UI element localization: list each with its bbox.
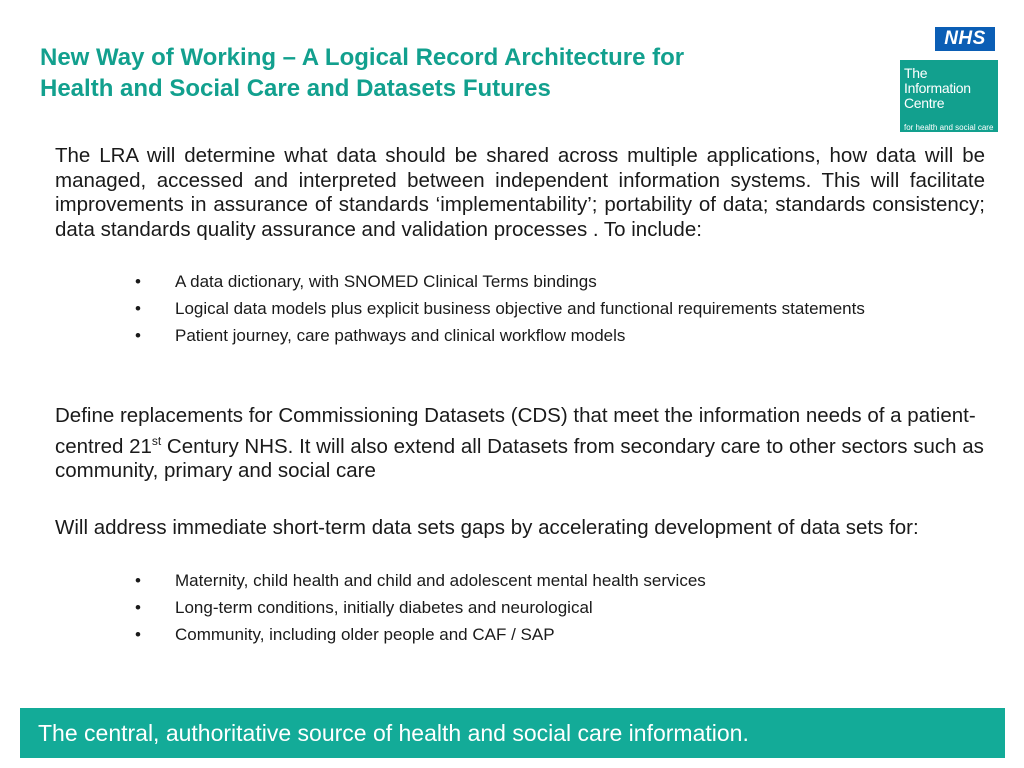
paragraph-lra: The LRA will determine what data should be shared across multiple applications, how data will be managed, accessed and interpreted between independent information systems. This will facilitate improvements in assurance of standards ‘implementability’; portability of data; standards consistency; data standards quality assurance and validation processes . To include:	[55, 144, 985, 241]
list-item: • A data dictionary, with SNOMED Clinical Terms bindings	[135, 272, 597, 291]
list-item: • Patient journey, care pathways and clinical workflow models	[135, 326, 626, 345]
nhs-logo: NHS	[935, 27, 995, 51]
list-item: • Logical data models plus explicit business objective and functional requirements statements	[135, 299, 865, 318]
logo-tagline: for health and social care	[904, 123, 994, 132]
bullet-list-gaps	[135, 570, 995, 651]
logo-line-3: Centre	[904, 95, 945, 111]
bullet-icon: •	[135, 299, 141, 318]
bullet-icon: •	[135, 571, 141, 590]
list-item: • Long-term conditions, initially diabetes and neurological	[135, 598, 593, 617]
information-centre-logo	[900, 60, 998, 132]
bullet-icon: •	[135, 598, 141, 617]
paragraph-gaps: Will address immediate short-term data sets gaps by accelerating development of data sets for:	[55, 516, 919, 539]
superscript-st: st	[151, 433, 162, 448]
bullet-icon: •	[135, 625, 141, 644]
title-line-1: New Way of Working – A Logical Record Architecture for	[40, 44, 685, 71]
bullet-list-lra	[135, 271, 995, 352]
paragraph-cds: Define replacements for Commissioning Datasets (CDS) that meet the information needs of a patient-centred 21st Century NHS. It will also extend all Datasets from secondary care to other sectors such as community, primary and social care	[55, 404, 984, 482]
list-item: • Maternity, child health and child and adolescent mental health services	[135, 571, 706, 590]
footer-text: The central, authoritative source of health and social care information.	[38, 720, 749, 746]
page-title	[40, 42, 840, 104]
footer-banner	[20, 708, 1005, 758]
logo-line-2: Information	[904, 80, 971, 96]
title-line-2: Health and Social Care and Datasets Futures	[40, 75, 551, 102]
logo-line-1: The	[904, 65, 928, 81]
bullet-icon: •	[135, 326, 141, 345]
list-item: • Community, including older people and CAF / SAP	[135, 625, 555, 644]
bullet-icon: •	[135, 272, 141, 291]
